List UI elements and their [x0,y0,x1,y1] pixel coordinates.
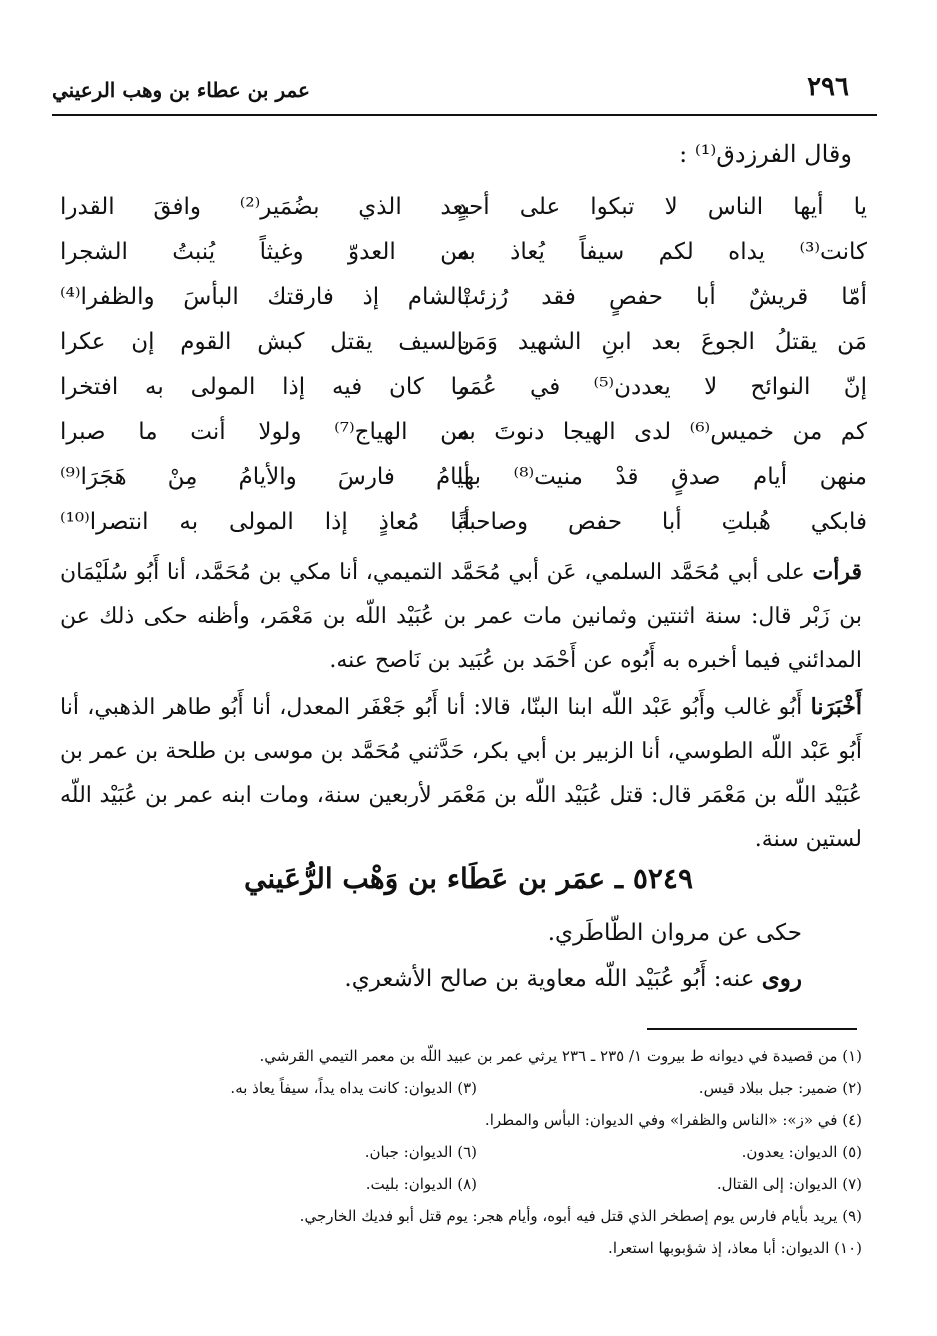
footnote-1: (١) من قصيدة في ديوانه ط بيروت ١/ ٢٣٥ ـ ٢٣٦ يرثي عمر بن عبيد اللّه بن معمر التيمي القرشي. [259,1047,862,1065]
footnote-5: (٥) الديوان: يعدون. [741,1143,862,1161]
footnote-3: (٣) الديوان: كانت يداه يداً، سيفاً يعاذ به. [230,1079,477,1097]
verse-left-6: من الهياج⁽⁷⁾ ولولا أنت ما صبرا [60,419,470,445]
verse-right-7: منهن أيام صدقٍ قدْ منيت⁽⁸⁾ بها [457,464,867,490]
paragraph-text: أَبُو غالب وأَبُو عَبْد اللّه ابنا البنّا، قالا: أنا أَبُو جَعْفَر المعدل، أنا أَبُو طاهر الذهبي، أنا أَبُو عَبْد اللّه الطوسي، أنا الزبير بن أبي بكر، حَدَّثني مُحَمَّد بن موسى بن طلحة بن عمر بن عُبَيْد اللّه بن مَعْمَر قال: قتل عُبَيْد اللّه بن مَعْمَر لأربعين سنة، ومات ابنه عمر بن عُبَيْد اللّه لستين سنة. [60,695,862,852]
page-header [52,72,877,116]
paragraph-chain-2 [60,685,862,862]
narrated-by-text: عنه: أَبُو عُبَيْد اللّه معاوية بن صالح الأشعري. [344,966,755,992]
page-number: ٢٩٦ [807,72,849,102]
verse-left-2: من العدوّ وغيثاً يُنبتُ الشجرا [60,239,470,265]
entry-narrated-by [344,965,802,992]
verse-right-4: مَن يقتلُ الجوعَ بعد ابنِ الشهيد وَمَن [457,329,867,355]
footnote-4: (٤) في «ز»: «الناس والظفرا» وفي الديوان: البأس والمطرا. [484,1111,862,1129]
footnote-8: (٨) الديوان: بليت. [365,1175,477,1193]
footnote-9: (٩) يريد بأيام فارس يوم إصطخر الذي قتل فيه أبوه، وأيام هجر: يوم قتل أبو فديك الخارجي. [299,1207,862,1225]
paragraph-chain-1 [60,550,862,683]
verse-right-3: أمّا قريشٌ أبا حفصٍ فقد رُزئتْ [457,284,867,310]
entry-narrated-from: حكى عن مروان الطّاطَري. [547,920,802,946]
poem [60,185,867,545]
verse-left-4: بالسيف يقتل كبش القوم إن عكرا [60,329,470,355]
entry-heading: ٥٢٤٩ ـ عمَر بن عَطَاء بن وَهْب الرُّعَيني [243,862,693,895]
paragraph-lead: قرأت [812,559,862,585]
footnote-rule [647,1028,857,1030]
verse-right-1: يا أيها الناس لا تبكوا على أحدٍ [457,194,867,220]
footnote-2: (٢) ضمير: جبل ببلاد قيس. [698,1079,862,1097]
verse-left-8: أبا مُعاذٍ إذا المولى به انتصرا⁽¹⁰⁾ [60,509,470,535]
verse-right-6: كم من خميس⁽⁶⁾ لدى الهيجا دنوتَ به [457,419,867,445]
paragraph-text: على أبي مُحَمَّد السلمي، عَن أبي مُحَمَّد التميمي، أنا مكي بن مُحَمَّد، أنا أَبُو سُلَيْمَان بن زَبْر قال: سنة اثنتين وثمانين مات عمر بن عُبَيْد اللّه بن مَعْمَر، وأظنه حكى ذلك عن المدائني فيما أخبره به أَبُوه عن أَحْمَد بن عُبَيد بن نَاصح عنه. [60,560,862,673]
verse-left-3: بالشام إذ فارقتك البأسَ والظفرا⁽⁴⁾ [60,284,470,310]
verse-left-7: أيامُ فارسَ والأيامُ مِنْ هَجَرَا⁽⁹⁾ [60,464,470,490]
paragraph-lead: أَخْبَرَنا [810,694,862,720]
footnote-10: (١٠) الديوان: أبا معاذ، إذ شؤبوبها استعرا. [608,1239,862,1257]
poem-left-column [60,185,470,545]
verse-right-8: فابكي هُبلتِ أبا حفص وصاحبةً [457,509,867,535]
verse-right-5: إنّ النوائح لا يعددن⁽⁵⁾ في عُمَر [457,374,867,400]
footnote-6: (٦) الديوان: جبان. [364,1143,477,1161]
verse-left-1: بعد الذي بضُمَير⁽²⁾ وافقَ القدرا [60,194,470,220]
footnote-7: (٧) الديوان: إلى القتال. [716,1175,862,1193]
running-title: عمر بن عطاء بن وهب الرعيني [52,78,310,102]
header-rule [52,114,877,116]
verse-left-5: ما كان فيه إذا المولى به افتخرا [60,374,470,400]
poem-intro: وقال الفرزدق⁽¹⁾ : [679,140,852,168]
poem-right-column [457,185,867,545]
verse-right-2: كانت⁽³⁾ يداه لكم سيفاً يُعاذ به [457,239,867,265]
narrated-by-lead: روى [761,965,802,992]
